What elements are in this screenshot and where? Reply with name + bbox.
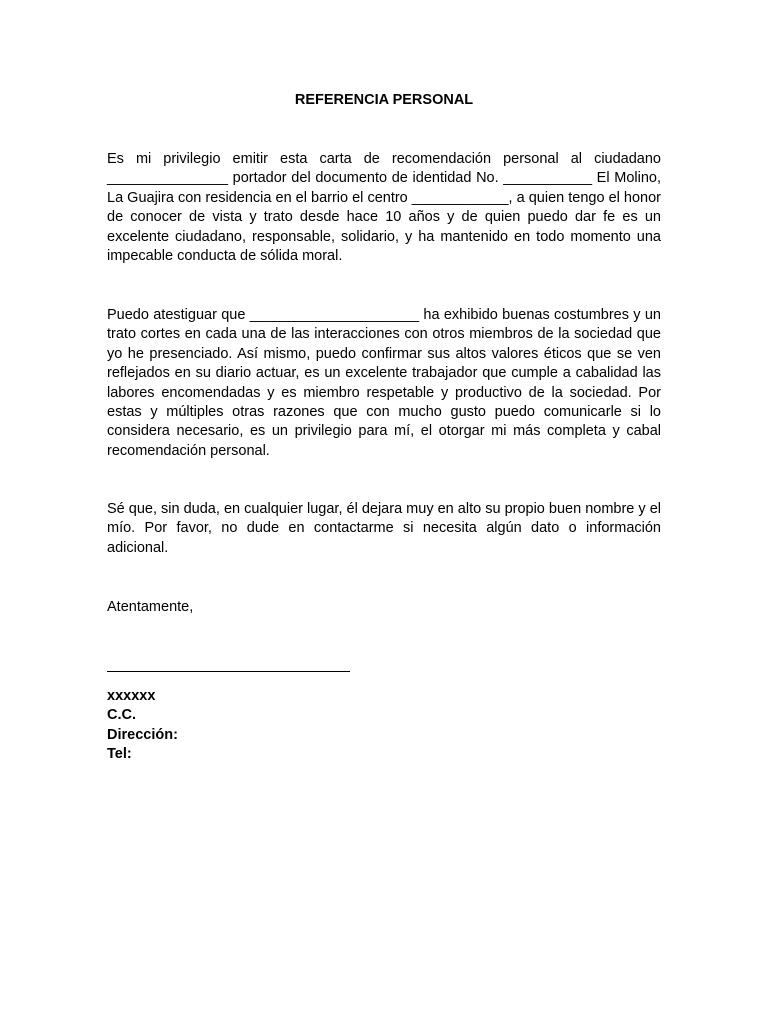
signer-address-label: Dirección: [107, 726, 178, 743]
signature-line [107, 671, 350, 672]
paragraph-testimony: Puedo atestiguar que _____________________ ha exhibido buenas costumbres y un trato cortes en cada una de las interacciones con otros miembros de la sociedad que yo he presenciado. Así mismo, puedo confirmar sus altos valores éticos que se ven reflejados en su diario actuar, es un excelente trabajador que cumple a cabalidad las labores encomendadas y es miembro respetable y productivo de la sociedad. Por estas y múltiples otras razones que con mucho gusto puedo comunicarle si lo considera necesario, es un privilegio para mí, el otorgar mi más completa y cabal recomendación personal. [107, 307, 661, 459]
paragraph-conclusion: Sé que, sin duda, en cualquier lugar, él dejara muy en alto su propio buen nombre y el mío. Por favor, no dude en contactarme si necesita algún dato o información adicional. [107, 501, 661, 556]
signer-phone-label: Tel: [107, 746, 132, 763]
signer-id-label: C.C. [107, 707, 136, 724]
signer-name: xxxxxx [107, 688, 156, 704]
signature-block [107, 687, 178, 765]
document-title: REFERENCIA PERSONAL [294, 92, 474, 108]
paragraph-introduction: Es mi privilegio emitir esta carta de recomendación personal al ciudadano _______________ portador del documento de identidad No. ___________ El Molino, La Guajira con residencia en el barrio el centro ____________, a quien tengo el honor de conocer de vista y trato desde hace 10 años y de quien puedo dar fe es un excelente ciudadano, responsable, solidario, y ha mantenido en todo momento una impecable conducta de sólida moral. [107, 151, 661, 265]
closing-salutation: Atentamente, [107, 599, 194, 615]
